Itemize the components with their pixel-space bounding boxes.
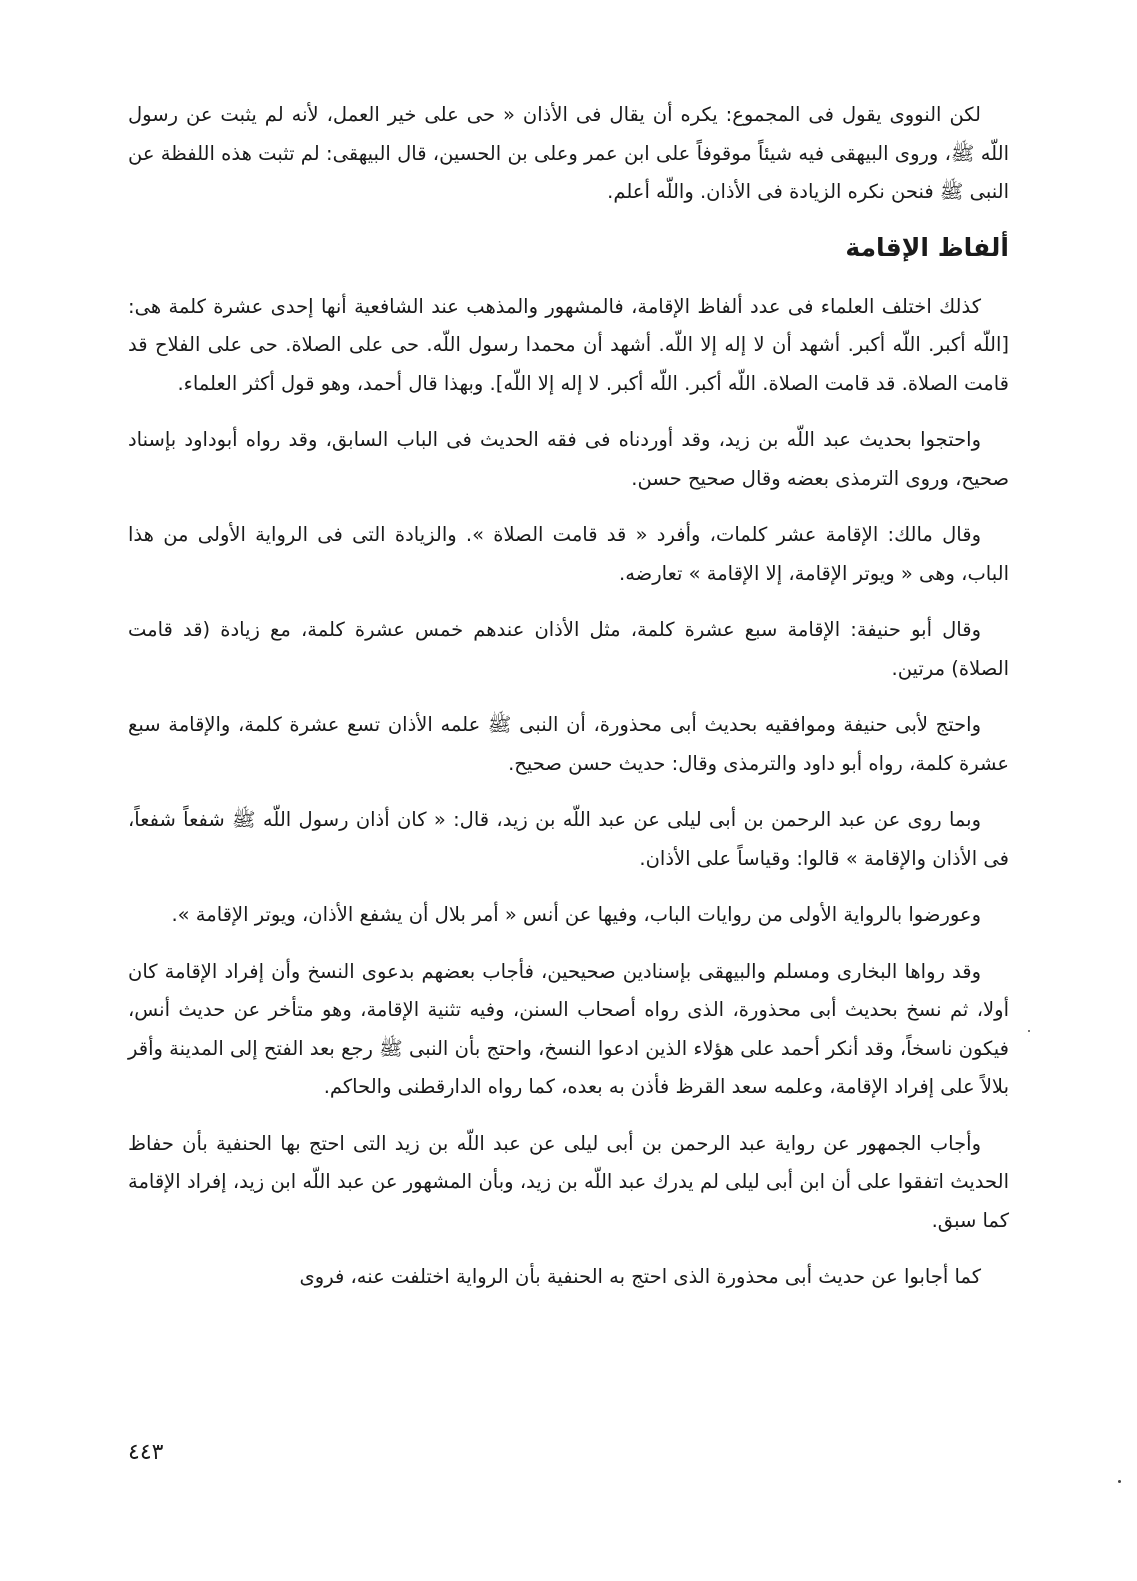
scan-speck (1118, 1480, 1121, 1483)
page-number: ٤٤٣ (128, 1440, 164, 1465)
paragraph-1: كذلك اختلف العلماء فى عدد ألفاظ الإقامة، فالمشهور والمذهب عند الشافعية أنها إحدى عشرة كلمة هى: [اللّه أكبر. اللّه أكبر. أشهد أن لا إله إلا اللّه. أشهد أن محمدا رسول اللّه. حى على الصلاة. حى على الفلاح قد قامت الصلاة. قد قامت الصلاة. اللّه أكبر. اللّه أكبر. لا إله إلا اللّه]. وبهذا قال أحمد، وهو قول أكثر العلماء. (128, 294, 1009, 395)
paragraph-4: وقال أبو حنيفة: الإقامة سبع عشرة كلمة، مثل الأذان عندهم خمس عشرة كلمة، مع زيادة (قد قامت الصلاة) مرتين. (128, 618, 1009, 680)
paragraph-3: وقال مالك: الإقامة عشر كلمات، وأفرد « قد قامت الصلاة ». والزيادة التى فى الرواية الأولى من هذا الباب، وهى « ويوتر الإقامة، إلا الإقامة » تعارضه. (128, 523, 1009, 585)
paragraph-9: وأجاب الجمهور عن رواية عبد الرحمن بن أبى ليلى عن عبد اللّه بن زيد التى احتج بها الحنفية بأن حفاظ الحديث اتفقوا على أن ابن أبى ليلى لم يدرك عبد اللّه بن زيد، وبأن المشهور عن عبد اللّه ابن زيد، إفراد الإقامة كما سبق. (128, 1131, 1009, 1232)
paragraph-8: وقد رواها البخارى ومسلم والبيهقى بإسنادين صحيحين، فأجاب بعضهم بدعوى النسخ وأن إفراد الإقامة كان أولا، ثم نسخ بحديث أبى محذورة، الذى رواه أصحاب السنن، وفيه تثنية الإقامة، وهو متأخر عن حديث أنس، فيكون ناسخاً، وقد أنكر أحمد على هؤلاء الذين ادعوا النسخ، واحتج بأن النبى ﷺ رجع بعد الفتح إلى المدينة وأقر بلالاً على إفراد الإقامة، وعلمه سعد القرظ فأذن به بعده، كما رواه الدارقطنى والحاكم. (128, 959, 1009, 1098)
paragraph-5: واحتج لأبى حنيفة وموافقيه بحديث أبى محذورة، أن النبى ﷺ علمه الأذان تسع عشرة كلمة، والإقامة سبع عشرة كلمة، رواه أبو داود والترمذى وقال: حديث حسن صحيح. (128, 713, 1009, 775)
paragraph-6: وبما روى عن عبد الرحمن بن أبى ليلى عن عبد اللّه بن زيد، قال: « كان أذان رسول اللّه ﷺ شفعاً شفعاً، فى الأذان والإقامة » قالوا: وقياساً على الأذان. (128, 808, 1009, 870)
paragraph-7: وعورضوا بالرواية الأولى من روايات الباب، وفيها عن أنس « أمر بلال أن يشفع الأذان، ويوتر الإقامة ». (171, 903, 981, 926)
intro-paragraph: لكن النووى يقول فى المجموع: يكره أن يقال فى الأذان « حى على خير العمل، لأنه لم يثبت عن رسول اللّه ﷺ، وروى البيهقى فيه شيئاً موقوفاً على ابن عمر وعلى بن الحسين، قال البيهقى: لم تثبت هذه اللفظة عن النبى ﷺ فنحن نكره الزيادة فى الأذان. واللّه أعلم. (128, 103, 1009, 203)
scan-speck (1028, 1030, 1030, 1032)
paragraph-2: واحتجوا بحديث عبد اللّه بن زيد، وقد أوردناه فى فقه الحديث فى الباب السابق، وقد رواه أبوداود بإسناد صحيح، وروى الترمذى بعضه وقال صحيح حسن. (128, 428, 1009, 490)
section-heading: ألفاظ الإقامة (845, 232, 1009, 262)
paragraph-10: كما أجابوا عن حديث أبى محذورة الذى احتج به الحنفية بأن الرواية اختلفت عنه، فروى (299, 1265, 981, 1288)
